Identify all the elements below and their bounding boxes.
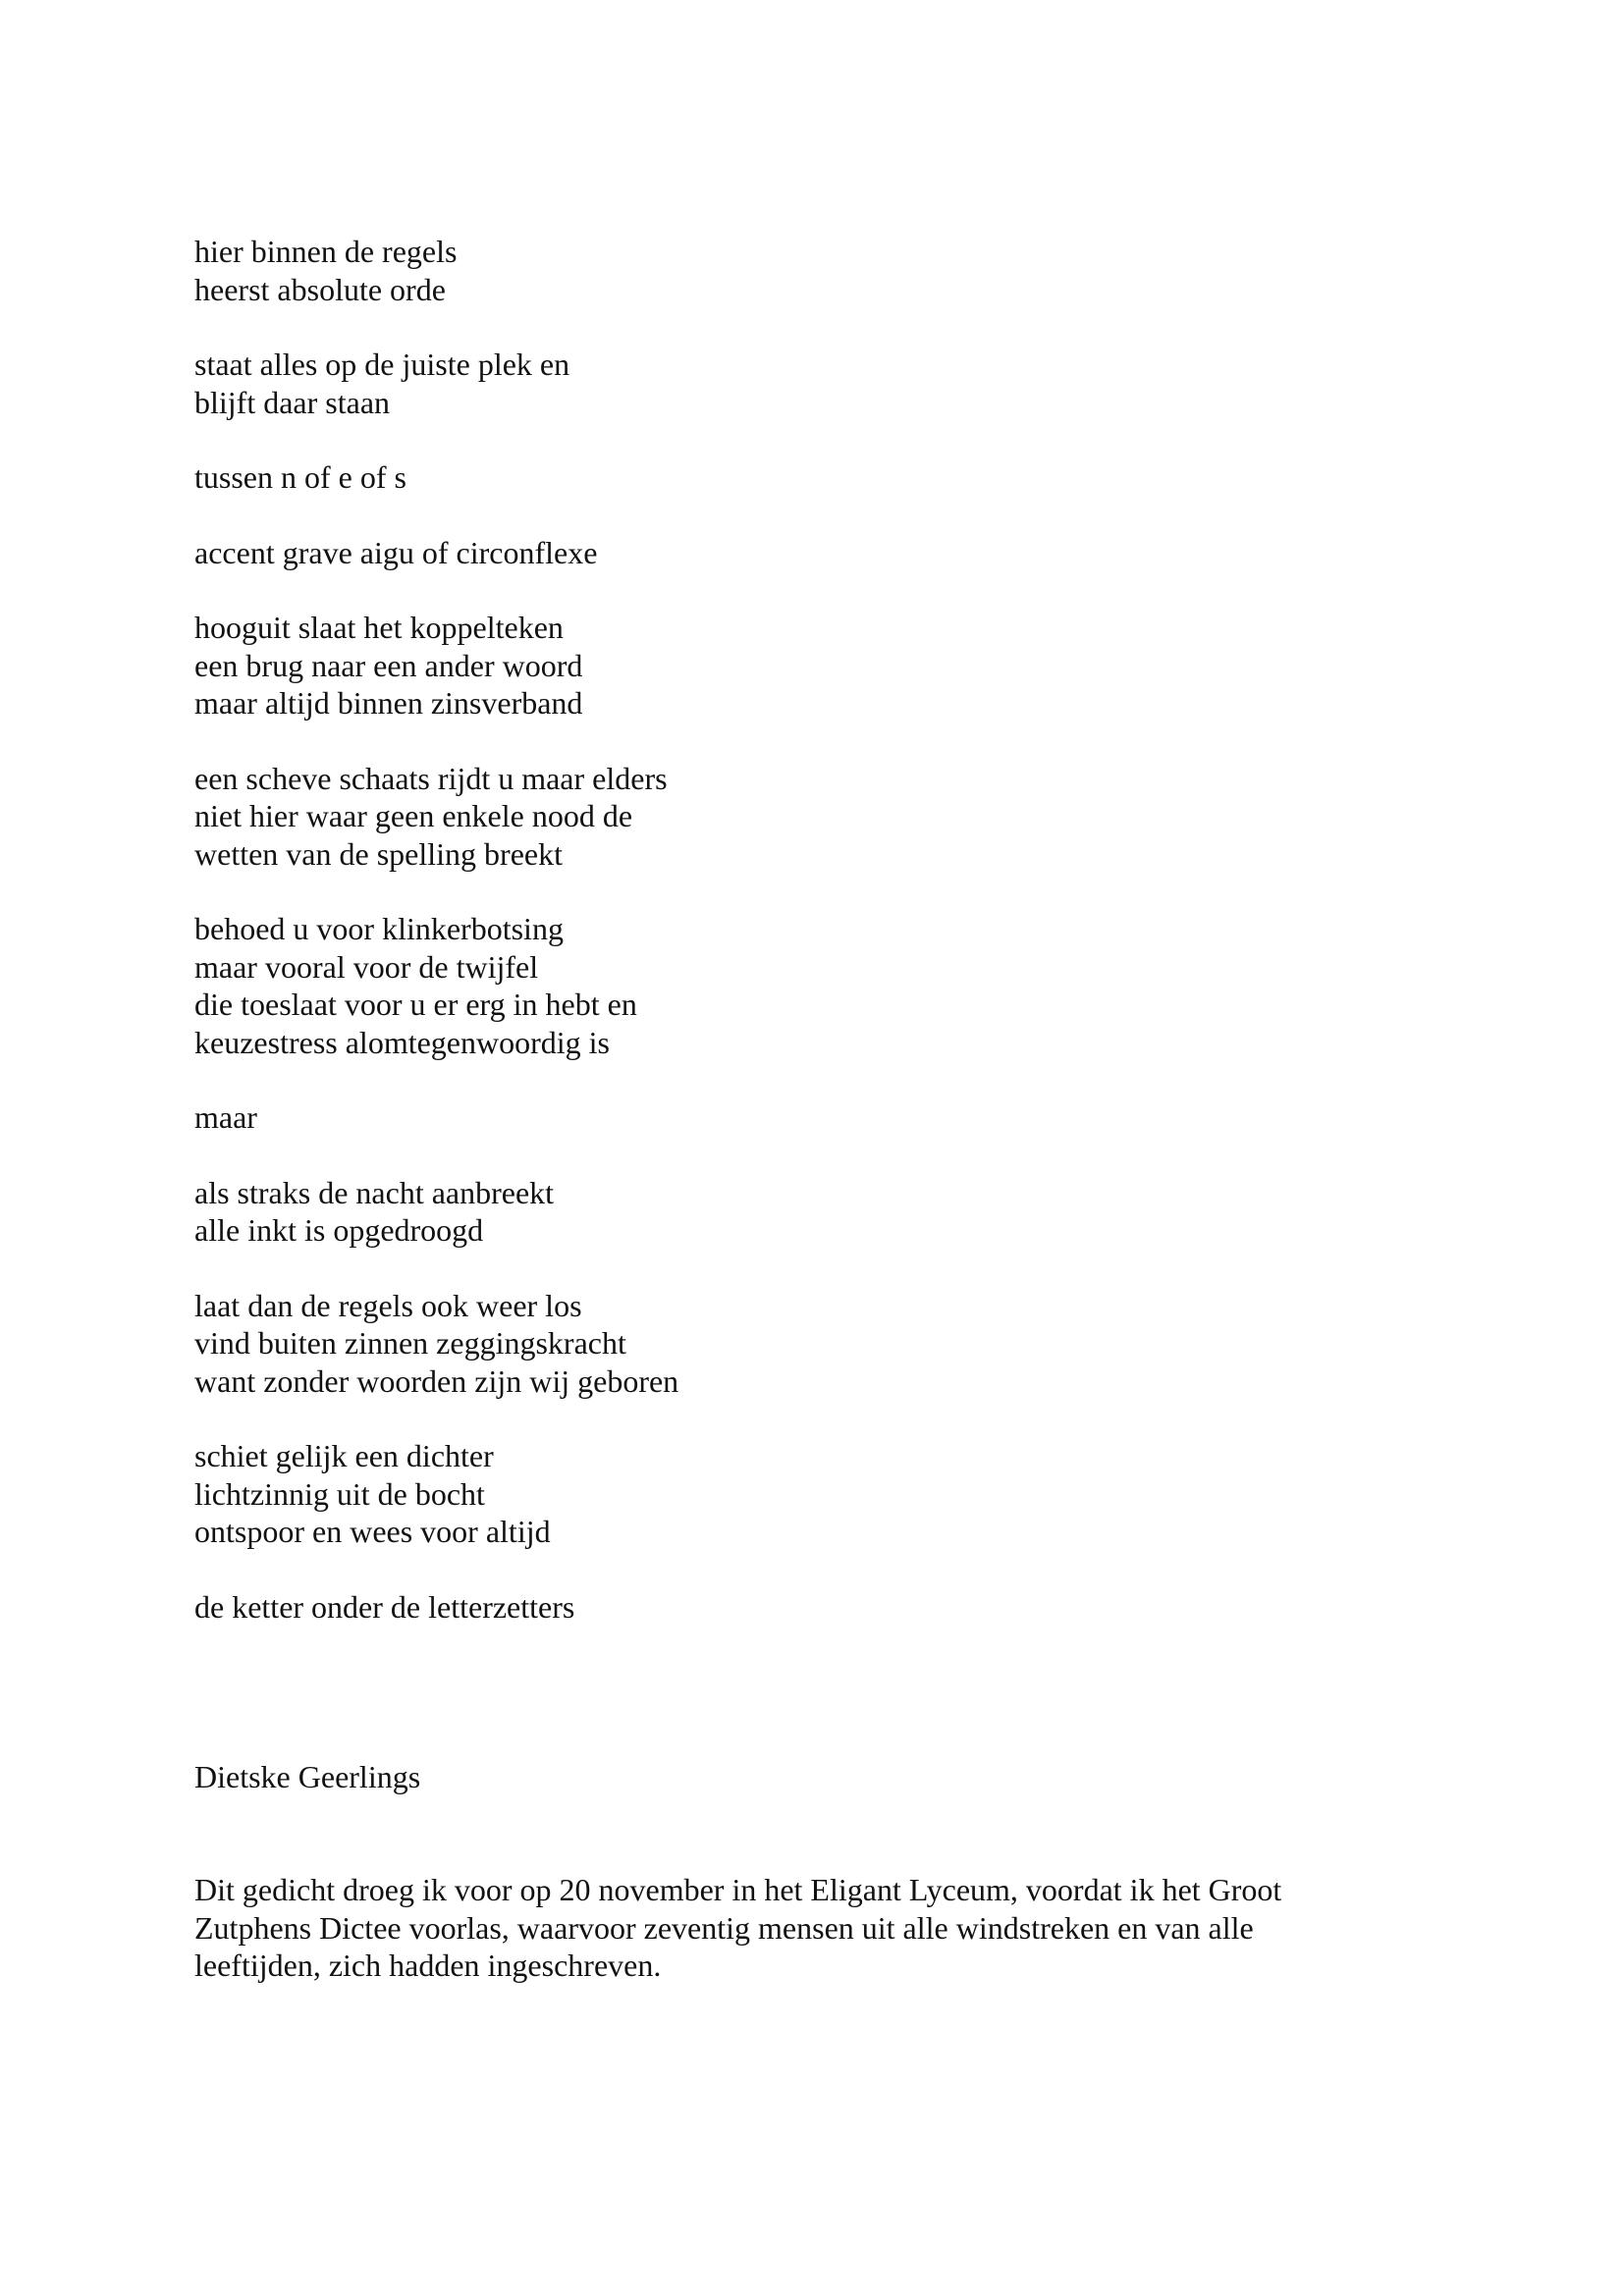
poem-line: hooguit slaat het koppelteken [194, 610, 564, 645]
poem-line: maar vooral voor de twijfel [194, 948, 539, 985]
stanza-2 [194, 346, 1373, 421]
poem-line: die toeslaat voor u er erg in hebt en [194, 987, 637, 1022]
poem-line: de ketter onder de letterzetters [194, 1588, 575, 1625]
stanza-3 [194, 458, 1373, 497]
stanza-1 [194, 233, 1373, 308]
stanza-5 [194, 609, 1373, 722]
poem-line: behoed u voor klinkerbotsing [194, 911, 564, 946]
stanza-7 [194, 910, 1373, 1061]
note-line: Dit gedicht droeg ik voor op 20 november in het Eligant Lyceum, voordat ik het Groot [194, 1872, 1282, 1907]
stanza-11 [194, 1437, 1373, 1551]
stanza-10 [194, 1287, 1373, 1401]
poem-line: wetten van de spelling breekt [194, 835, 563, 872]
poem-line: staat alles op de juiste plek en [194, 347, 570, 382]
poem-line: lichtzinnig uit de bocht [194, 1475, 485, 1512]
poem [194, 233, 1373, 1663]
poem-line: tussen n of e of s [194, 459, 406, 495]
stanza-4 [194, 534, 1373, 572]
stanza-9 [194, 1174, 1373, 1250]
poem-line: een brug naar een ander woord [194, 647, 583, 683]
stanza-6 [194, 760, 1373, 874]
stanza-8 [194, 1098, 1373, 1137]
poem-line: maar [194, 1099, 257, 1135]
poem-line: keuzestress alomtegenwoordig is [194, 1024, 610, 1060]
poem-line: niet hier waar geen enkele nood de [194, 798, 633, 833]
poem-line: blijft daar staan [194, 384, 391, 420]
note-line: Zutphens Dictee voorlas, waarvoor zeventig mensen uit alle windstreken en van alle [194, 1909, 1254, 1946]
closing-note [194, 1871, 1471, 1985]
poem-line: laat dan de regels ook weer los [194, 1287, 582, 1323]
author-name: Dietske Geerlings [194, 1759, 421, 1794]
poem-line: heerst absolute orde [194, 271, 446, 307]
poem-line: alle inkt is opgedroogd [194, 1212, 484, 1248]
poem-line: hier binnen de regels [194, 234, 458, 269]
poem-line: ontspoor en wees voor altijd [194, 1514, 551, 1549]
poem-line: want zonder woorden zijn wij geboren [194, 1362, 679, 1399]
poem-line: accent grave aigu of circonflexe [194, 534, 598, 570]
poem-line: een scheve schaats rijdt u maar elders [194, 760, 668, 796]
poem-line: maar altijd binnen zinsverband [194, 685, 583, 721]
note-line: leeftijden, zich hadden ingeschreven. [194, 1948, 662, 1983]
poem-line: vind buiten zinnen zeggingskracht [194, 1325, 626, 1361]
poem-line: schiet gelijk een dichter [194, 1438, 494, 1473]
stanza-12 [194, 1588, 1373, 1627]
poem-line: als straks de nacht aanbreekt [194, 1174, 555, 1210]
